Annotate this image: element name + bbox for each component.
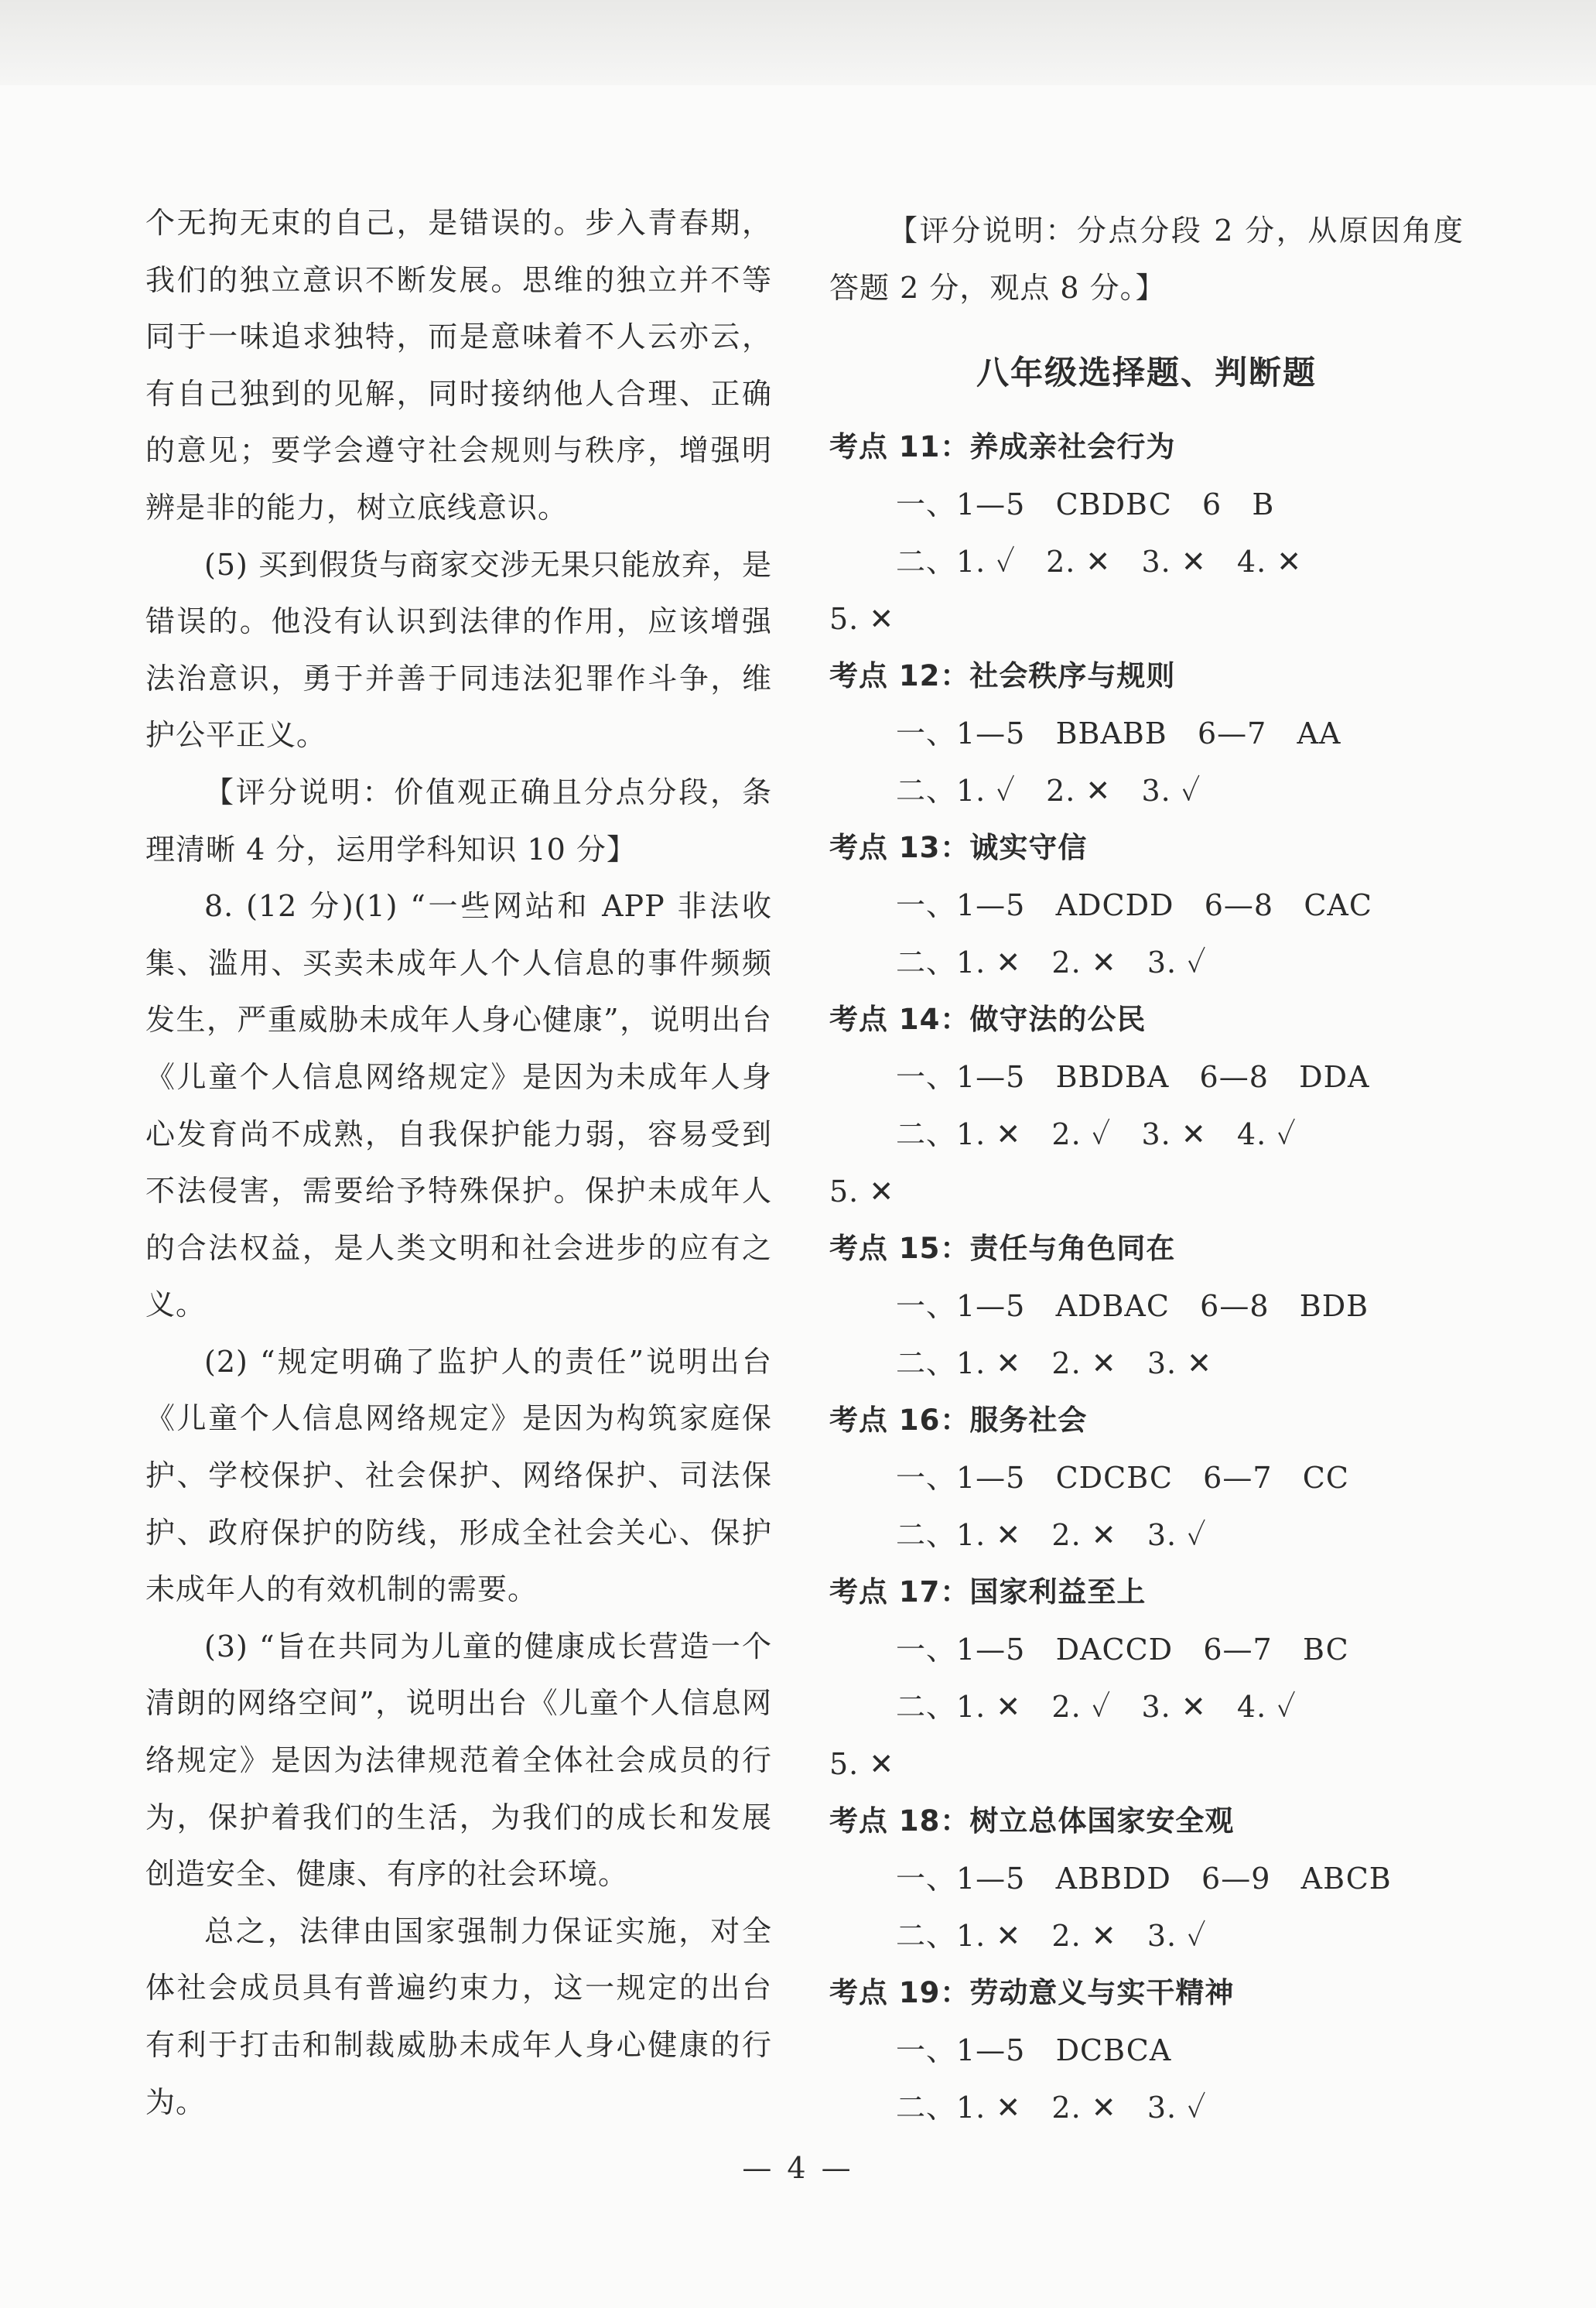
answer-topic <box>829 819 1464 991</box>
answer-topic <box>829 1220 1464 1392</box>
question-8-conclusion: 总之，法律由国家强制力保证实施，对全体社会成员具有普遍约束力，这一规定的出台有利于打击和制裁威胁未成年人身心健康的行为。 <box>145 1913 772 2119</box>
choice-answers: 一、1—5 CDCBC 6—7 CC <box>896 1461 1349 1496</box>
topic-title: 考点 12：社会秩序与规则 <box>829 659 1176 693</box>
right-column <box>829 203 1464 2136</box>
true-false-answers: 二、1. ✓ 2. ✕ 3. ✕ 4. ✕ <box>896 545 1303 580</box>
choice-answers: 一、1—5 CBDBC 6 B <box>896 487 1275 522</box>
true-false-answers-continued: 5. ✕ <box>829 602 895 637</box>
answer-topic <box>829 1793 1464 1964</box>
choice-answers: 一、1—5 ABBDD 6—9 ABCB <box>896 1862 1392 1896</box>
topic-title: 考点 17：国家利益至上 <box>829 1575 1147 1609</box>
true-false-answers: 二、1. ✕ 2. ✕ 3. ✓ <box>896 1518 1207 1553</box>
choice-answers: 一、1—5 DCBCA <box>896 2033 1172 2068</box>
answer-topic <box>829 419 1464 648</box>
page-number: — 4 — <box>742 2151 854 2185</box>
choice-answers: 一、1—5 ADCDD 6—8 CAC <box>896 888 1372 923</box>
paragraph-continuation: 个无拘无束的自己，是错误的。步入青春期，我们的独立意识不断发展。思维的独立并不等同于一味追求独特，而是意味着不人云亦云，有自己独到的见解，同时接纳他人合理、正确的意见；要学会遵守社会规则与秩序，增强明辨是非的能力，树立底线意识。 <box>145 206 772 525</box>
choice-answers: 一、1—5 BBDBA 6—8 DDA <box>896 1060 1370 1095</box>
scoring-note-2: 【评分说明：分点分段 2 分，从原因角度答题 2 分，观点 8 分。】 <box>829 214 1464 305</box>
true-false-answers: 二、1. ✕ 2. ✕ 3. ✓ <box>896 945 1207 980</box>
true-false-answers: 二、1. ✕ 2. ✕ 3. ✓ <box>896 1919 1207 1954</box>
section-heading: 八年级选择题、判断题 <box>976 354 1317 392</box>
answer-topic <box>829 648 1464 819</box>
true-false-answers: 二、1. ✕ 2. ✓ 3. ✕ 4. ✓ <box>896 1117 1297 1152</box>
question-8-part-2: (2) “规定明确了监护人的责任”说明出台《儿童个人信息网络规定》是因为构筑家庭保护、学校保护、社会保护、网络保护、司法保护、政府保护的防线，形成全社会关心、保护未成年人的有效机制的需要。 <box>145 1344 772 1607</box>
choice-answers: 一、1—5 BBABB 6—7 AA <box>896 716 1341 751</box>
true-false-answers: 二、1. ✕ 2. ✕ 3. ✓ <box>896 2091 1207 2125</box>
true-false-answers: 二、1. ✓ 2. ✕ 3. ✓ <box>896 774 1201 809</box>
choice-answers: 一、1—5 ADBAC 6—8 BDB <box>896 1289 1369 1324</box>
answer-topic <box>829 991 1464 1220</box>
question-8-part-3: (3) “旨在共同为儿童的健康成长营造一个清朗的网络空间”，说明出台《儿童个人信息网络规定》是因为法律规范着全体社会成员的行为，保护着我们的生活，为我们的成长和发展创造安全、健康、有序的社会环境。 <box>145 1629 772 1892</box>
topic-title: 考点 11：养成亲社会行为 <box>829 430 1176 464</box>
true-false-answers: 二、1. ✕ 2. ✕ 3. ✕ <box>896 1346 1212 1381</box>
topic-title: 考点 18：树立总体国家安全观 <box>829 1804 1235 1838</box>
answer-key-list <box>829 419 1464 2136</box>
scan-edge-shadow <box>0 0 1596 85</box>
true-false-answers-continued: 5. ✕ <box>829 1175 895 1209</box>
answer-topic <box>829 1392 1464 1564</box>
paragraph-item-5: (5) 买到假货与商家交涉无果只能放弃，是错误的。他没有认识到法律的作用，应该增强法治意识，勇于并善于同违法犯罪作斗争，维护公平正义。 <box>145 547 772 753</box>
topic-title: 考点 15：责任与角色同在 <box>829 1232 1176 1266</box>
true-false-answers-continued: 5. ✕ <box>829 1747 895 1782</box>
scoring-note-1: 【评分说明：价值观正确且分点分段，条理清晰 4 分，运用学科知识 10 分】 <box>145 774 772 867</box>
answer-topic <box>829 1564 1464 1793</box>
left-column <box>145 195 772 2131</box>
topic-title: 考点 16：服务社会 <box>829 1404 1088 1438</box>
topic-title: 考点 14：做守法的公民 <box>829 1003 1147 1037</box>
question-8-part-1: 8. (12 分)(1) “一些网站和 APP 非法收集、滥用、买卖未成年人个人信息的事件频频发生，严重威胁未成年人身心健康”，说明出台《儿童个人信息网络规定》是因为未成年人身心发育尚不成熟，自我保护能力弱，容易受到不法侵害，需要给予特殊保护。保护未成年人的合法权益，是人类文明和社会进步的应有之义。 <box>145 889 772 1322</box>
topic-title: 考点 13：诚实守信 <box>829 831 1088 865</box>
choice-answers: 一、1—5 DACCD 6—7 BC <box>896 1633 1349 1667</box>
topic-title: 考点 19：劳动意义与实干精神 <box>829 1976 1235 2010</box>
true-false-answers: 二、1. ✕ 2. ✓ 3. ✕ 4. ✓ <box>896 1690 1297 1725</box>
answer-topic <box>829 1964 1464 2136</box>
